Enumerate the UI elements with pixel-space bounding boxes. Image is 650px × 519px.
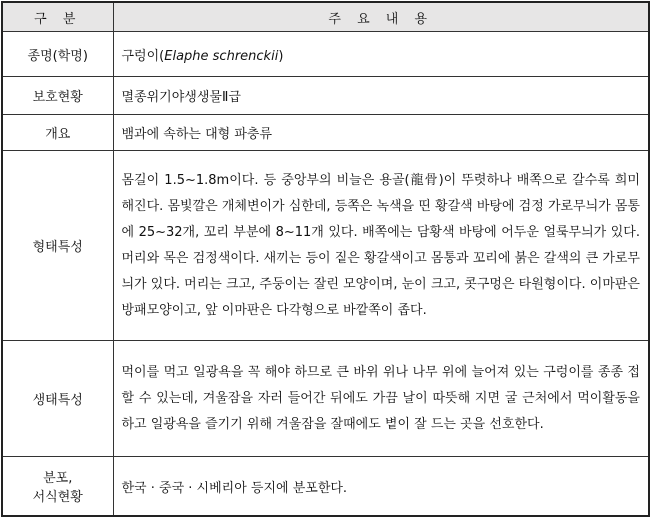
row-label: 개요	[2, 115, 113, 151]
species-info-table	[1, 1, 650, 517]
scientific-name: Elaphe schrenckii	[164, 48, 279, 64]
row-content: 먹이를 먹고 일광욕을 꼭 해야 하므로 큰 바위 위나 나무 위에 늘어져 있는 구렁이를 종종 접할 수 있는데, 겨울잠을 자러 들어간 뒤에도 가끔 날이 따뜻해 지면 굴 근처에서 먹이활동을 하고 일광욕을 즐기기 위해 겨울잠을 잘때에도 볕이 잘 드는 곳을 선호한다.	[113, 341, 649, 457]
row-content	[113, 32, 649, 77]
table-header-row	[2, 2, 649, 32]
row-label-line: 분포,	[43, 471, 73, 486]
row-content: 한국 · 중국 · 시베리아 등지에 분포한다.	[113, 457, 649, 517]
row-label: 종명(학명)	[2, 32, 113, 77]
row-label: 형태특성	[2, 151, 113, 341]
row-label: 생태특성	[2, 341, 113, 457]
row-content: 멸종위기야생생물Ⅱ급	[113, 77, 649, 115]
name-close-paren: )	[278, 48, 284, 64]
row-content: 뱀과에 속하는 대형 파충류	[113, 115, 649, 151]
table-row-distribution	[2, 457, 649, 517]
table-row-protection-status	[2, 77, 649, 115]
table-row-morphology	[2, 151, 649, 341]
korean-name: 구렁이(	[121, 48, 165, 64]
row-label: 보호현황	[2, 77, 113, 115]
table-row-species-name	[2, 32, 649, 77]
header-main-content: 주 요 내 용	[113, 2, 649, 32]
row-label	[2, 457, 113, 517]
row-content: 몸길이 1.5~1.8m이다. 등 중앙부의 비늘은 용골(龍骨)이 뚜렷하나 배쪽으로 갈수록 희미해진다. 몸빛깔은 개체변이가 심한데, 등쪽은 녹색을 띤 황갈색 바탕에 검정 가로무늬가 몸통에 25~32개, 꼬리 부분에 8~11개 있다. 배쪽에는 담황색 바탕에 어두운 얼룩무늬가 있다. 머리와 목은 검정색이다. 새끼는 등이 짙은 황갈색이고 몸통과 꼬리에 붉은 갈색의 큰 가로무늬가 있다. 머리는 크고, 주둥이는 잘린 모양이며, 눈이 크고, 콧구멍은 타원형이다. 이마판은 방패모양이고, 앞 이마판은 다각형으로 바깥쪽이 좁다.	[113, 151, 649, 341]
table-row-overview	[2, 115, 649, 151]
header-category: 구 분	[2, 2, 113, 32]
row-label-line: 서식현황	[32, 490, 83, 505]
table-row-ecology	[2, 341, 649, 457]
